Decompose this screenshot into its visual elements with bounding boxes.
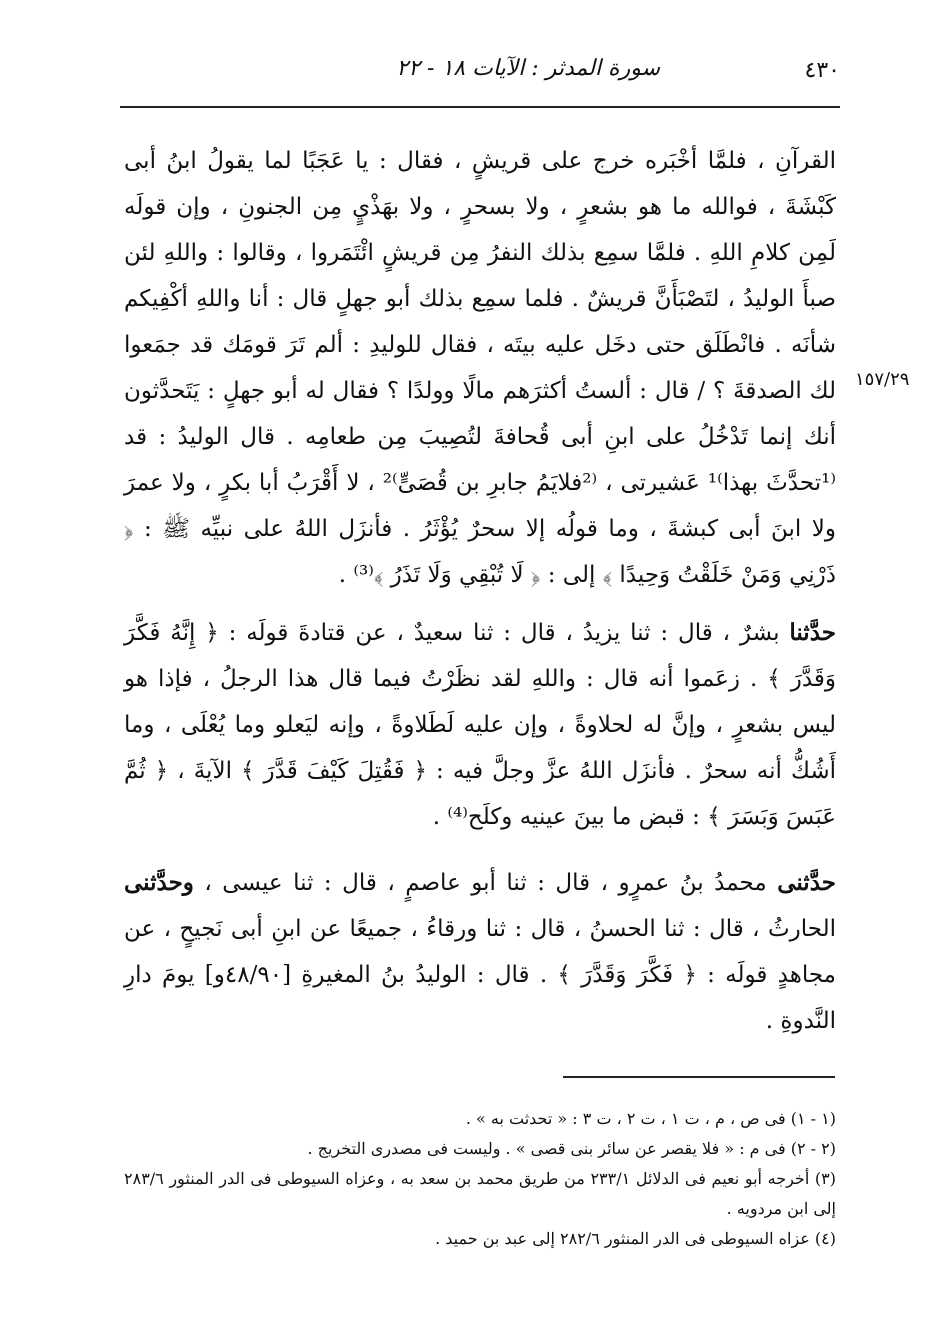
paragraph-3-lead2: وحدَّثنى [124, 869, 194, 896]
footnote-1: (١ - ١) فى ص ، م ، ت ١ ، ت ٢ ، ت ٣ : « تحدثت به » . [465, 1109, 836, 1128]
footnote-4: (٤) عزاه السيوطى فى الدر المنثور ٢٨٢/٦ إلى عبد بن حميد . [435, 1229, 836, 1248]
main-text [124, 138, 836, 1044]
page-header [120, 52, 840, 96]
footnote-3: (٣) أخرجه أبو نعيم فى الدلائل ٢٣٣/١ من طريق محمد بن سعد به ، وعزاه السيوطى فى الدر المنثور ٢٨٣/٦ إلى ابن مردويه . [124, 1169, 836, 1218]
footnote-rule [563, 1076, 835, 1078]
footnote-2: (٢ - ٢) فى م : « فلا يقصر عن سائر بنى قصى » . وليست فى مصدرى التخريج . [307, 1139, 836, 1158]
paragraph-3-lead: حدَّثنى [777, 869, 836, 896]
running-title: سورة المدثر : الآيات ١٨ - ٢٢ [396, 56, 660, 81]
footnotes [124, 1104, 836, 1254]
paragraph-2 [124, 610, 836, 840]
header-rule [120, 106, 840, 108]
paragraph-3-text: الحارثُ ، قال : ثنا الحسنُ ، قال : ثنا ورقاءُ ، جميعًا عن ابنِ أبى نَجيحٍ ، عن مجاهدٍ قولَه : ﴿ فَكَّرَ وَقَدَّرَ ﴾ . قال : الوليدُ بنُ المغيرةِ [٤٨/٩٠و] يومَ دارِ النَّدوةِ . [124, 916, 836, 1034]
paragraph-1: القرآنِ ، فلمَّا أخْبَره خرج على قريشٍ ، فقال : يا عَجَبًا لما يقولُ ابنُ أبى كَبْشَةَ ، فوالله ما هو بشعرٍ ، ولا بسحرٍ ، ولا بهَذْيٍ مِن الجنونِ ، وإن قولَه لَمِن كلامِ اللهِ . فلمَّا سمِع بذلك النفرُ مِن قريشٍ ائْتَمَروا ، وقالوا : واللهِ لئن صبأَ الوليدُ ، لتَصْبَأَنَّ قريشٌ . فلما سمِع بذلك أبو جهلٍ قال : أنا واللهِ أكْفِيكم شأنَه . فانْطَلَق حتى دخَل عليه بيتَه ، فقال للوليدِ : ألم تَرَ قومَك قد جمَعوا لك الصدقةَ ؟ / قال : ألستُ أكثرَهم مالًا وولدًا ؟ فقال له أبو جهلٍ : يَتَحدَّثون أنك إنما تَدْخُلُ على ابنِ أبى قُحافةَ لتُصِيبَ مِن طعامِه . قال الوليدُ : قد ⁽¹تحدَّثَ بهذا⁾¹ عَشيرتى ، ⁽²فلايَمُ جابرِ بن قُصَىٍّ⁾² ، لا أَقْرَبُ أبا بكرٍ ، ولا عمرَ ولا ابنَ أبى كبشةَ ، وما قولُه إلا سحرٌ يُؤْثَرُ . فأنزَل اللهُ على نبيِّه ﷺ : ﴿ ذَرْنِي وَمَنْ خَلَقْتُ وَحِيدًا ﴾ إلى : ﴿ لَا تُبْقِي وَلَا تَذَرُ ﴾⁽³⁾ . [124, 148, 836, 588]
paragraph-2-text: بشرٌ ، قال : ثنا يزيدُ ، قال : ثنا سعيدٌ ، عن قتادةَ قولَه : ﴿ إِنَّهُ فَكَّرَ وَقَدَّرَ ﴾ . زعَموا أنه قال : واللهِ لقد نظَرْتُ فيما قال هذا الرجلُ ، فإذا هو ليس بشعرٍ ، وإنَّ له لحلاوةً ، وإن عليه لَطَلاوةً ، وإنه ليَعلو وما يُعْلَى ، وما أَشُكُّ أنه سحرٌ . فأنزَل اللهُ عزَّ وجلَّ فيه : ﴿ فَقُتِلَ كَيْفَ قَدَّرَ ﴾ الآيةَ ، ﴿ ثُمَّ عَبَسَ وَبَسَرَ ﴾ : قبض ما بينَ عينيه وكلَح⁽⁴⁾ . [124, 620, 836, 830]
margin-reference: ١٥٧/٢٩ [855, 369, 910, 390]
paragraph-2-lead: حدَّثنا [789, 619, 836, 646]
paragraph-3-mid: محمدُ بنُ عمرٍو ، قال : ثنا أبو عاصمٍ ، قال : ثنا عيسى ، [193, 870, 778, 896]
paragraph-3 [124, 860, 836, 1044]
page-number: ٤٣٠ [804, 58, 840, 83]
